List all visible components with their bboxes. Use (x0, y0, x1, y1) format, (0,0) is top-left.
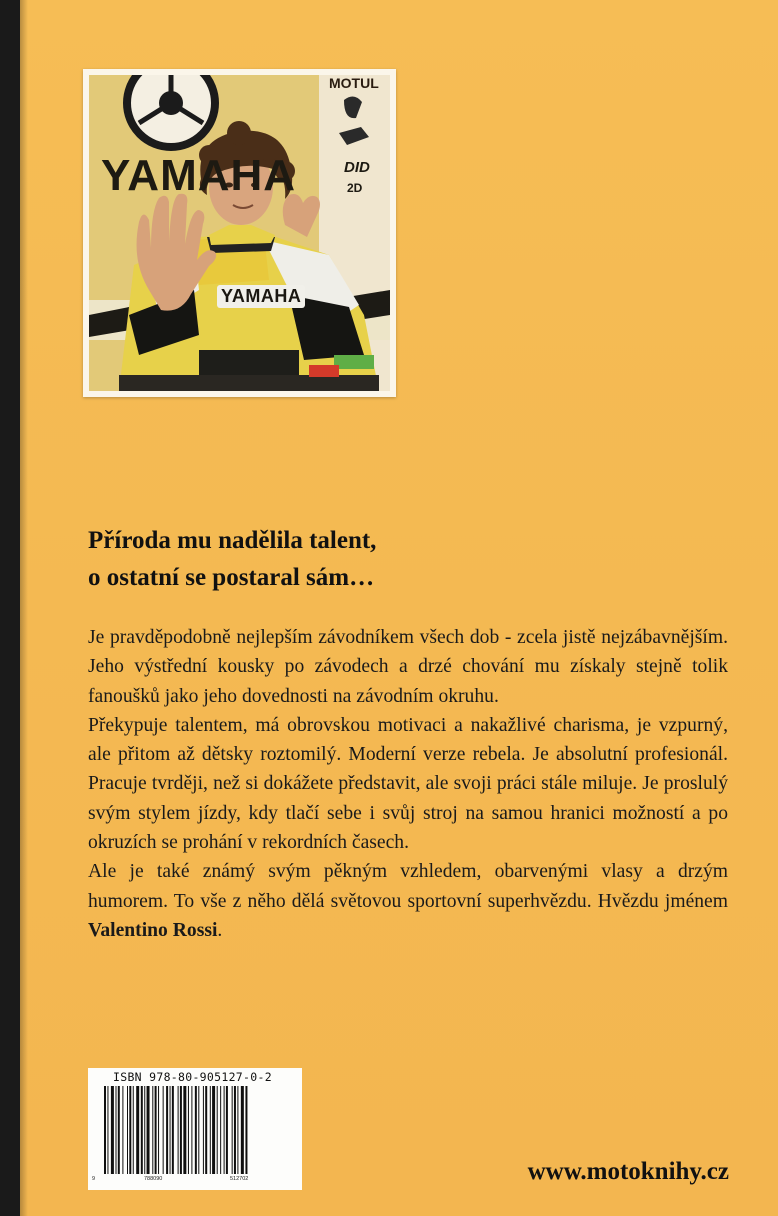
blurb-paragraph-1: Je pravděpodobně nejlepším závodníkem všech dob - zcela jistě nejzábavnějším. Jeho výstřední kousky po závodech a drzé chování mu získaly stejně tolik fanoušků jako jeho dovednosti na závodním okruhu. (88, 627, 728, 707)
barcode-bar (178, 1086, 179, 1174)
barcode-bar (180, 1086, 182, 1174)
barcode-bar (198, 1086, 199, 1174)
rider-photo-illustration (89, 75, 390, 391)
spine-edge (20, 0, 28, 1216)
blurb-text (88, 623, 728, 945)
barcode-bar (237, 1086, 238, 1174)
publisher-website: www.motoknihy.cz (527, 1158, 729, 1185)
blurb-paragraph-3-end: . (217, 919, 223, 941)
barcode-bar (141, 1086, 143, 1174)
tagline-line-1: Příroda mu nadělila talent, (88, 527, 377, 554)
barcode-box (88, 1068, 302, 1190)
barcode-bar (116, 1086, 117, 1174)
rider-name: Valentino Rossi (88, 919, 218, 941)
tagline-line-2: o ostatní se postaral sám… (88, 564, 375, 591)
barcode-bar (188, 1086, 189, 1174)
barcode-bar (158, 1086, 159, 1174)
barcode-bar (217, 1086, 218, 1174)
barcode-bar (234, 1086, 236, 1174)
barcode-bar (224, 1086, 225, 1174)
barcode-bar (212, 1086, 215, 1174)
barcode-bar (183, 1086, 186, 1174)
did-sponsor-text: DID (344, 159, 370, 176)
barcode-bar (226, 1086, 228, 1174)
barcode-bar (152, 1086, 153, 1174)
barcode-bar (245, 1086, 247, 1174)
blurb-paragraph-2: Překypuje talentem, má obrovskou motivaci a nakažlivé charisma, je vzpurný, ale přitom až dětsky roztomilý. Moderní verze rebela. Je absolutní profesionál. Pracuje tvrději, než si dokážete představit, ale svoji práci stále miluje. Je proslulý svým stylem jízdy, kdy tlačí sebe i svůj stroj na samou hranici možností a po okruzích se prohání v rekordních časech. (88, 714, 728, 854)
motul-sponsor-text: MOTUL (329, 75, 379, 91)
barcode-bar (170, 1086, 171, 1174)
barcode-bar (232, 1086, 233, 1174)
blurb-paragraph-3 (88, 857, 728, 945)
barcode-bar (122, 1086, 123, 1174)
barcode-bar (205, 1086, 207, 1174)
barcode-digits-right: 512702 (230, 1176, 249, 1182)
barcode-bar (118, 1086, 120, 1174)
barcode-bar (163, 1086, 164, 1174)
rider-photo (89, 75, 390, 391)
tagline (88, 522, 728, 596)
barcode-bar (220, 1086, 221, 1174)
photo-frame (83, 69, 396, 397)
barcode-digit-first: 9 (92, 1176, 96, 1182)
barcode-bar (107, 1086, 108, 1174)
yamaha-banner-text: YAMAHA (101, 151, 297, 200)
barcode-bar (147, 1086, 150, 1174)
barcode-bar (136, 1086, 139, 1174)
isbn-number: ISBN 978-80-905127-0-2 (113, 1070, 272, 1084)
barcode-bar (127, 1086, 128, 1174)
barcode-bar (133, 1086, 134, 1174)
barcode-bar (155, 1086, 157, 1174)
barcode-bar (195, 1086, 197, 1174)
jacket-yamaha-text: YAMAHA (217, 285, 305, 308)
barcode-bar (166, 1086, 168, 1174)
barcode-bar (241, 1086, 244, 1174)
barcode-icon (104, 1086, 286, 1174)
barcode-bar (210, 1086, 211, 1174)
barcode-bar (104, 1086, 106, 1174)
barcode-digits-left: 788090 (144, 1176, 163, 1182)
barcode-bar (203, 1086, 204, 1174)
barcode-bar (129, 1086, 131, 1174)
twod-sponsor-text: 2D (347, 181, 363, 195)
blurb-paragraph-3-text: Ale je také známý svým pěkným vzhledem, obarvenými vlasy a drzým humorem. To vše z něho dělá světovou sportovní superhvězdu. Hvězdu jménem (88, 861, 728, 912)
barcode-bar (144, 1086, 145, 1174)
barcode-bar (172, 1086, 174, 1174)
barcode-bar (191, 1086, 192, 1174)
barcode-bar (111, 1086, 114, 1174)
